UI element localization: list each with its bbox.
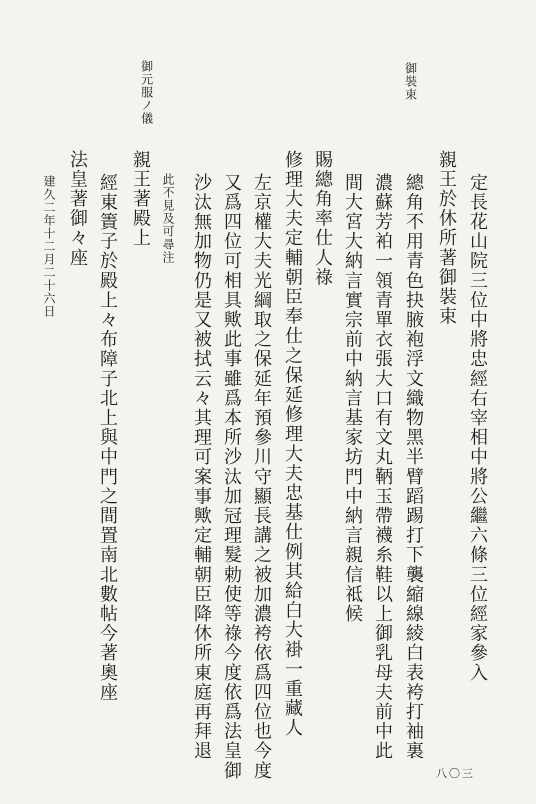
text-column: 定長花山院三位中將忠經右宰相中將公繼六條三位經家參入 [467,173,488,683]
date-note: 建久二年十二月二十六日 [42,175,56,318]
margin-caption: 御元服ノ儀 [139,60,154,125]
page-number: 八〇三 [436,767,475,780]
text-column: 又爲四位可相具歟此事雖爲本所沙汰加冠理髮勅使等祿今度依爲法皇御 [221,173,242,781]
text-column: 沙汰無加物仍是又被拭云々其理可案事歟定輔朝臣降休所東庭再拜退 [191,173,212,761]
text-column: 總角不用青色抉腋袍浮文織物黑半臂蹈踢打下襲縮線綾白表袴打袖裏 [403,173,424,761]
text-column: 賜總角率仕人祿 [312,150,333,288]
text-column: 親王著殿上 [130,150,151,248]
text-column: 經東簀子於殿上々布障子北上與中門之間置南北數帖今著奧座 [97,173,118,703]
text-column: 左京權大夫光綱取之保延年預參川守顯長講之被加濃袴依爲四位也今度 [251,173,272,781]
text-column: 修理大夫定輔朝臣奉仕之保延修理大夫忠基仕例其給白大褂一重藏人 [282,150,303,738]
running-header: 御裝束 [403,62,418,101]
text-column: 間大宮大納言實宗前中納言基家坊門中納言親信祗候 [342,173,363,624]
text-column: 法皇著御々座 [67,150,88,268]
text-column: 濃蘇芳袙一領青單衣張大口有文丸鞆玉帶襪糸鞋以上御乳母夫前中此 [372,173,393,761]
annotation-column: 此不見及可尋注 [161,173,175,264]
text-column: 親王於休所著御裝束 [436,150,457,327]
